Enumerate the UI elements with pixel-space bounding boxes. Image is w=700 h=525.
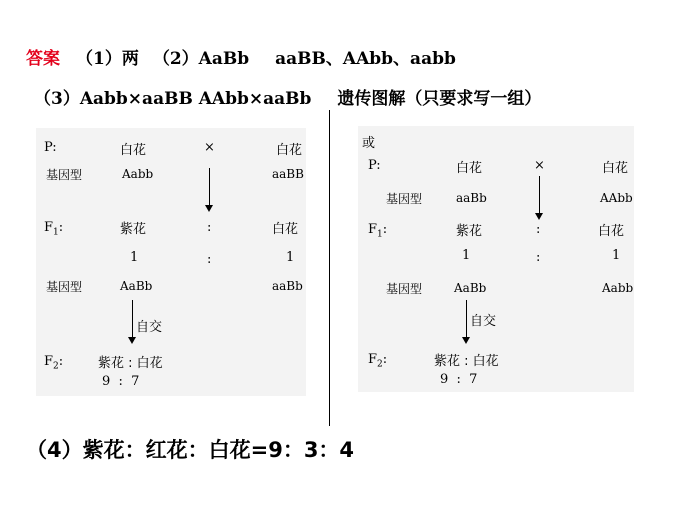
answer-q1: （1）两 (76, 49, 139, 69)
f2-result: 紫花 : 白花 (98, 356, 163, 371)
cross-symbol: × (204, 140, 215, 155)
f1-label: $F_1$: (368, 222, 388, 240)
genotype2-right: aaBb (272, 279, 303, 293)
selfing-label: 自交 (470, 314, 497, 329)
genotype2-left: AaBb (454, 281, 487, 295)
genetic-diagram-left (36, 128, 306, 396)
p-right-phenotype: 白花 (276, 143, 303, 158)
f2-result: 紫花 : 白花 (434, 354, 499, 369)
f1-separator: : (207, 220, 212, 235)
p-label: P: (368, 158, 381, 173)
answer-label: 答案 (26, 49, 60, 69)
f2-label: $F_2$: (44, 354, 64, 372)
f2-label: $F_2$: (368, 352, 388, 370)
cross-arrow (539, 176, 540, 218)
f1-separator: : (536, 222, 541, 237)
f1-left-phenotype: 紫花 (120, 222, 147, 237)
f2-ratio: 9 : 7 (440, 372, 478, 387)
p-left-phenotype: 白花 (456, 161, 483, 176)
genotype-left: aaBb (456, 191, 487, 205)
ratio-right: 1 (286, 250, 295, 265)
p-label: P: (44, 140, 57, 155)
answer-q4: （4）紫花：红花：白花=9：3：4 (26, 438, 355, 462)
selfing-arrow (466, 300, 467, 342)
ratio-right: 1 (612, 248, 621, 263)
answer-line-1 (26, 44, 456, 69)
genotype2-left: AaBb (120, 279, 153, 293)
genetic-diagram-right (358, 126, 634, 392)
selfing-arrow (132, 300, 133, 342)
p-left-phenotype: 白花 (120, 143, 147, 158)
ratio-left: 1 (462, 248, 471, 263)
answer-line-4 (26, 434, 354, 464)
or-label: 或 (362, 136, 376, 151)
genotype2-label: 基因型 (386, 282, 423, 296)
ratio-separator: : (536, 250, 541, 265)
genotype-right: AAbb (600, 191, 633, 205)
answer-q3-note: 遗传图解（只要求写一组） (337, 89, 542, 109)
answer-q3: （3）Aabb×aaBB AAbb×aaBb (34, 89, 312, 109)
genotype-label: 基因型 (46, 168, 83, 182)
selfing-label: 自交 (136, 320, 163, 335)
genotype-label: 基因型 (386, 192, 423, 206)
genotype2-label: 基因型 (46, 280, 83, 294)
p-right-phenotype: 白花 (602, 161, 629, 176)
answer-q2-extra: aaBB、AAbb、aabb (275, 49, 456, 69)
f1-label: $F_1$: (44, 220, 64, 238)
genotype-right: aaBB (272, 167, 304, 181)
genotype2-right: Aabb (602, 281, 634, 295)
answer-line-2 (34, 84, 541, 109)
cross-arrow (209, 168, 210, 210)
answer-q2: （2）AaBb (152, 49, 250, 69)
f1-right-phenotype: 白花 (598, 224, 625, 239)
genotype-left: Aabb (122, 167, 154, 181)
f2-ratio: 9 : 7 (102, 374, 140, 389)
ratio-left: 1 (130, 250, 139, 265)
f1-right-phenotype: 白花 (272, 222, 299, 237)
cross-symbol: × (534, 158, 545, 173)
ratio-separator: : (207, 252, 212, 267)
f1-left-phenotype: 紫花 (456, 224, 483, 239)
vertical-divider (329, 110, 330, 426)
